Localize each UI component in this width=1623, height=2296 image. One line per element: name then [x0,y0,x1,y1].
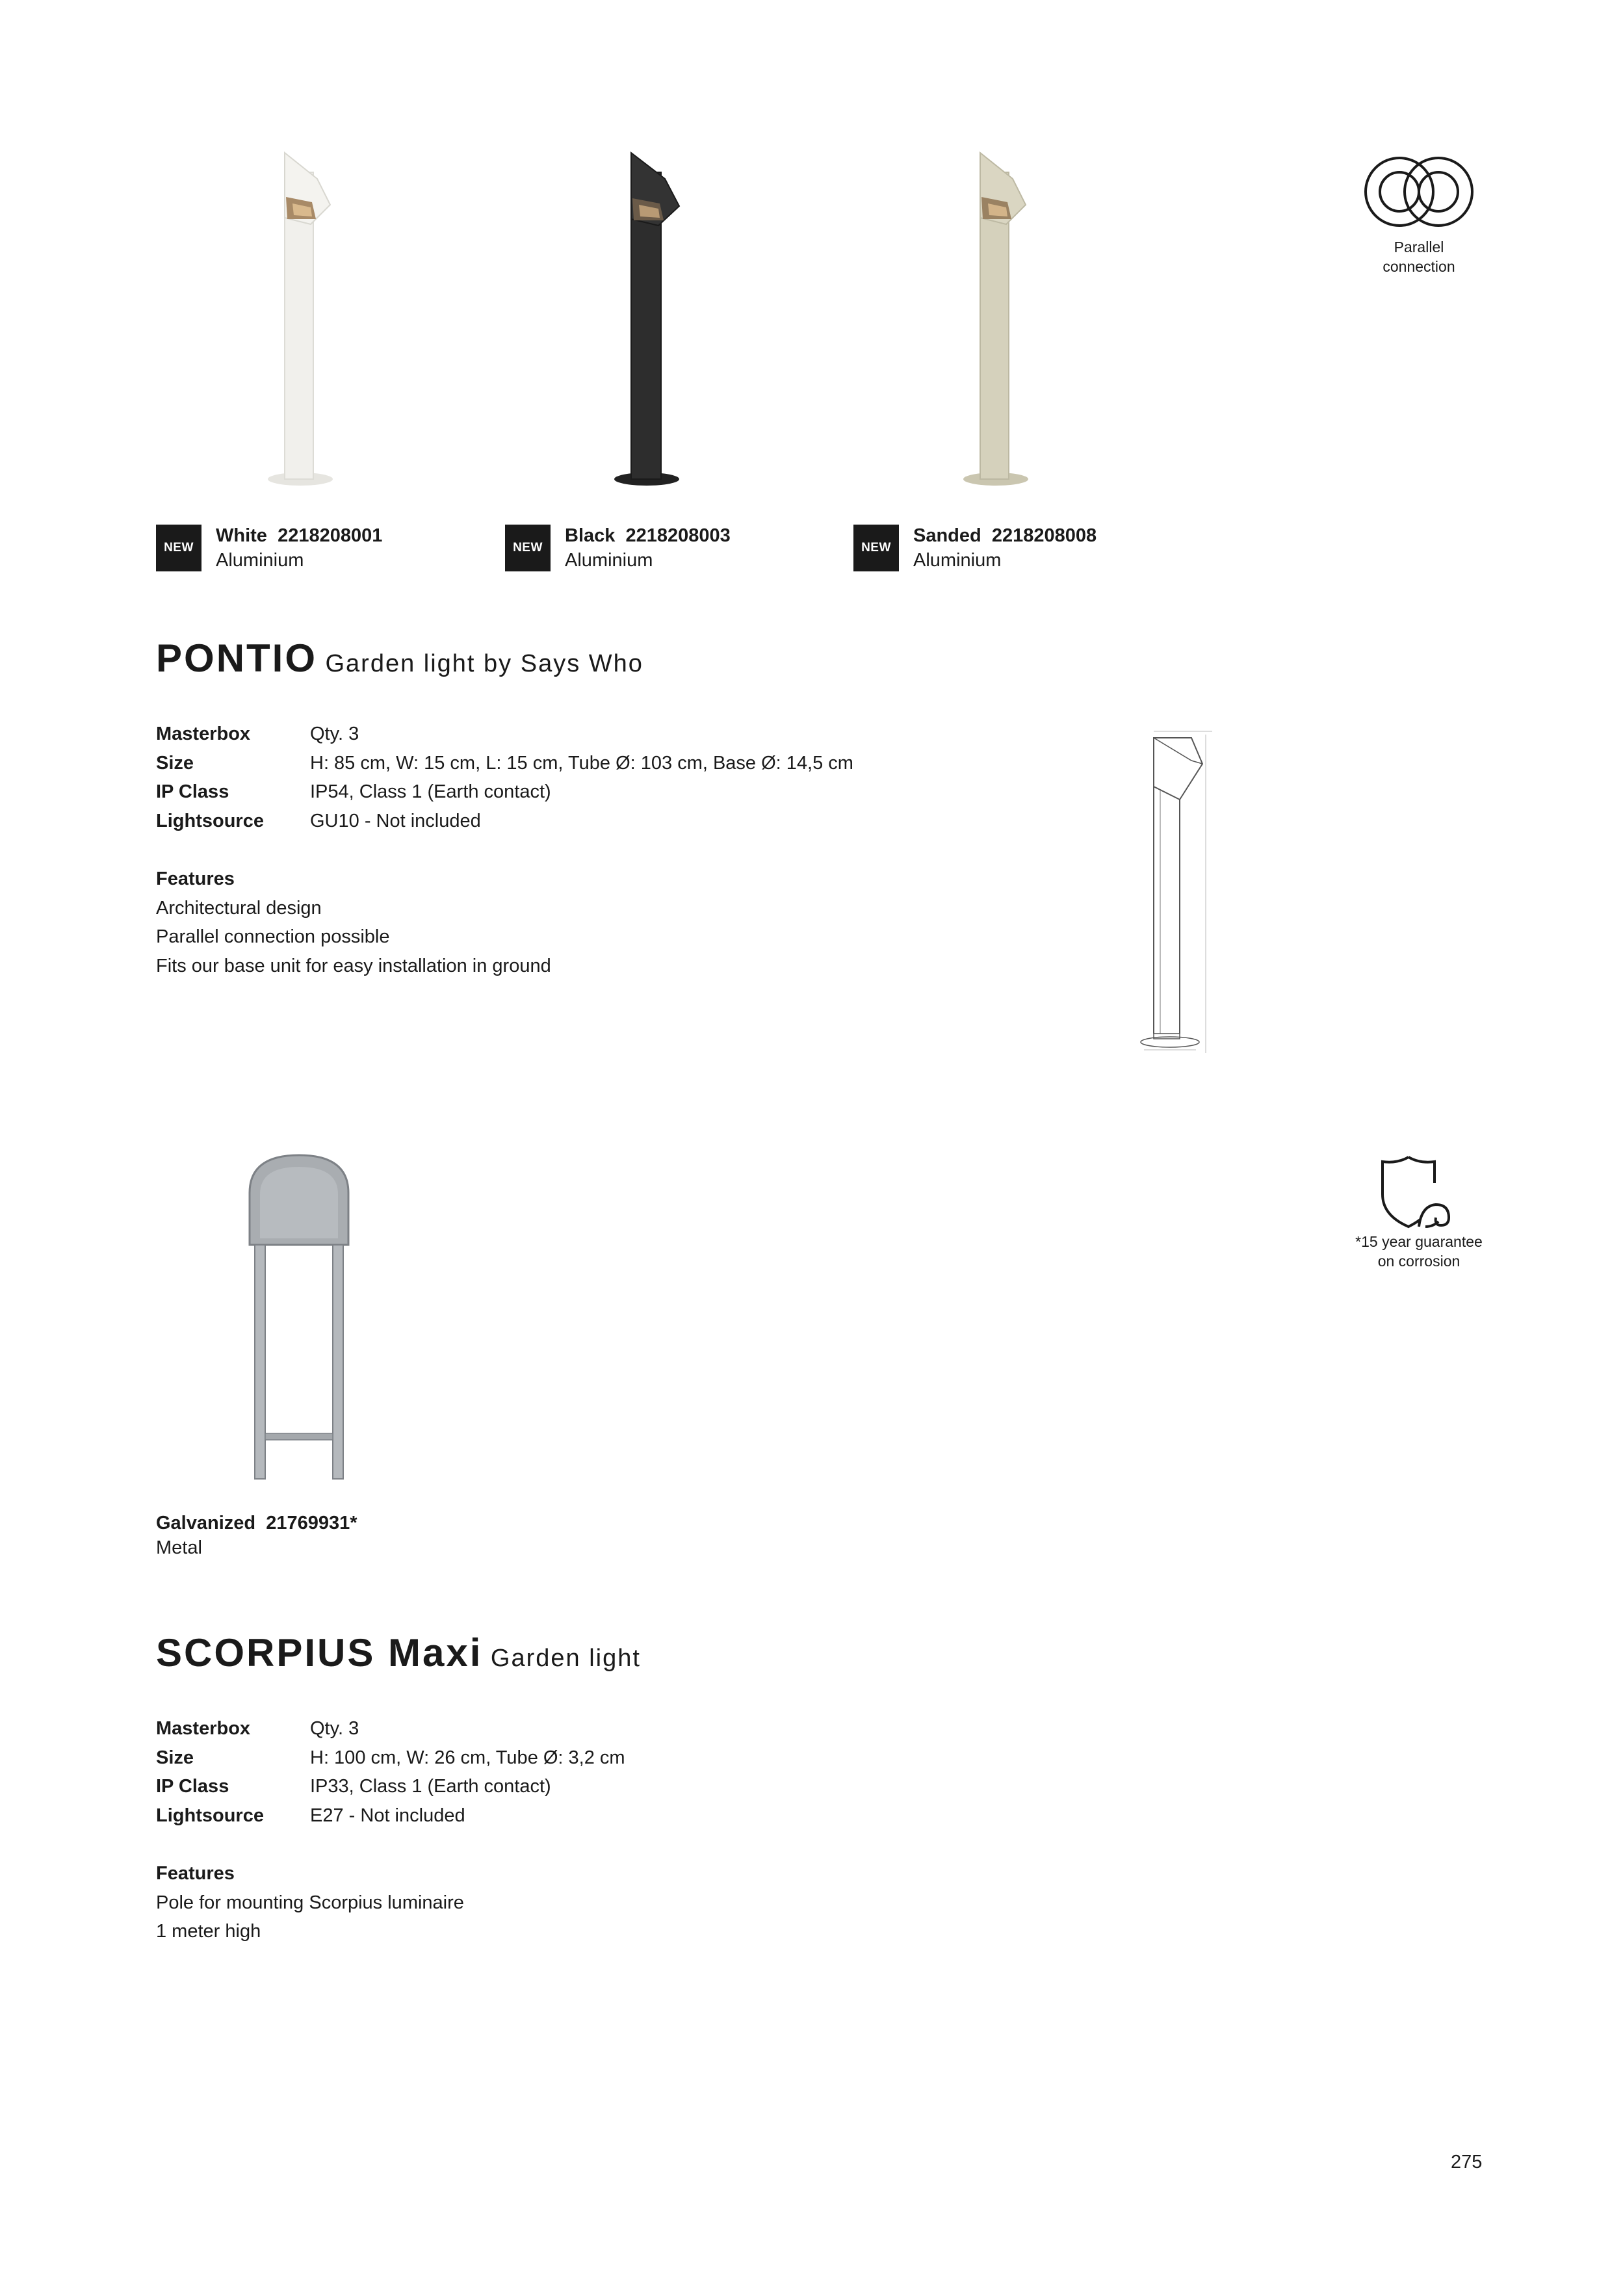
feature-item: 1 meter high [156,1921,261,1942]
spec-row: IP Class IP33, Class 1 (Earth contact) [156,1776,551,1797]
spec-row: IP Class IP54, Class 1 (Earth contact) [156,781,551,802]
product-image-sanded [942,146,1046,497]
variant-name: Galvanized [156,1513,256,1533]
variant-black [505,523,731,573]
parallel-connection-icon [1362,156,1476,228]
product-image-galvanized [240,1147,370,1485]
product-name: SCORPIUS Maxi [156,1631,483,1675]
spec-row: Masterbox Qty. 3 [156,1718,359,1739]
variant-code: 2218208001 [278,525,383,546]
variant-name: Sanded [913,525,981,546]
spec-row: Lightsource GU10 - Not included [156,810,481,831]
product-title-scorpius [156,1630,641,1675]
feature-item: Pole for mounting Scorpius luminaire [156,1892,464,1913]
spec-row: Size H: 100 cm, W: 26 cm, Tube Ø: 3,2 cm [156,1747,625,1768]
spec-row: Lightsource E27 - Not included [156,1805,465,1826]
corrosion-guarantee-icon [1368,1154,1459,1232]
variant-name: White [216,525,267,546]
corrosion-guarantee-caption: *15 year guarantee on corrosion [1355,1233,1483,1270]
spec-row: Size H: 85 cm, W: 15 cm, L: 15 cm, Tube Ø: 103 cm, Base Ø: 14,5 cm [156,752,853,774]
variant-sanded [853,523,1097,573]
variant-material: Aluminium [565,550,653,571]
product-title-pontio [156,636,643,681]
feature-item: Architectural design [156,897,322,919]
page-number: 275 [1451,2152,1483,2172]
spec-table-pontio [156,720,853,835]
features-heading: Features [156,868,235,889]
variant-code: 2218208003 [625,525,731,546]
product-image-black [595,146,699,497]
features-pontio [156,865,551,980]
feature-item: Fits our base unit for easy installation in ground [156,955,551,976]
product-subtitle: Garden light by Says Who [325,650,643,677]
variant-name: Black [565,525,616,546]
variant-code: 21769931* [266,1513,357,1533]
features-scorpius [156,1859,464,1946]
variant-material: Metal [156,1537,202,1558]
feature-item: Parallel connection possible [156,926,390,947]
spec-row: Masterbox Qty. 3 [156,724,359,744]
variant-galvanized [156,1511,357,1560]
product-image-white [247,146,351,497]
features-heading: Features [156,1863,235,1884]
parallel-connection-caption: Parallel connection [1383,239,1455,275]
new-badge: NEW [505,525,551,571]
variant-material: Aluminium [913,550,1002,571]
product-subtitle: Garden light [490,1645,641,1672]
spec-table-scorpius [156,1714,625,1830]
new-badge: NEW [156,525,201,571]
technical-drawing-pontio [1128,725,1225,1069]
variant-material: Aluminium [216,550,304,571]
variant-code: 2218208008 [991,525,1097,546]
product-name: PONTIO [156,636,318,680]
variant-white [156,523,382,573]
new-badge: NEW [853,525,899,571]
